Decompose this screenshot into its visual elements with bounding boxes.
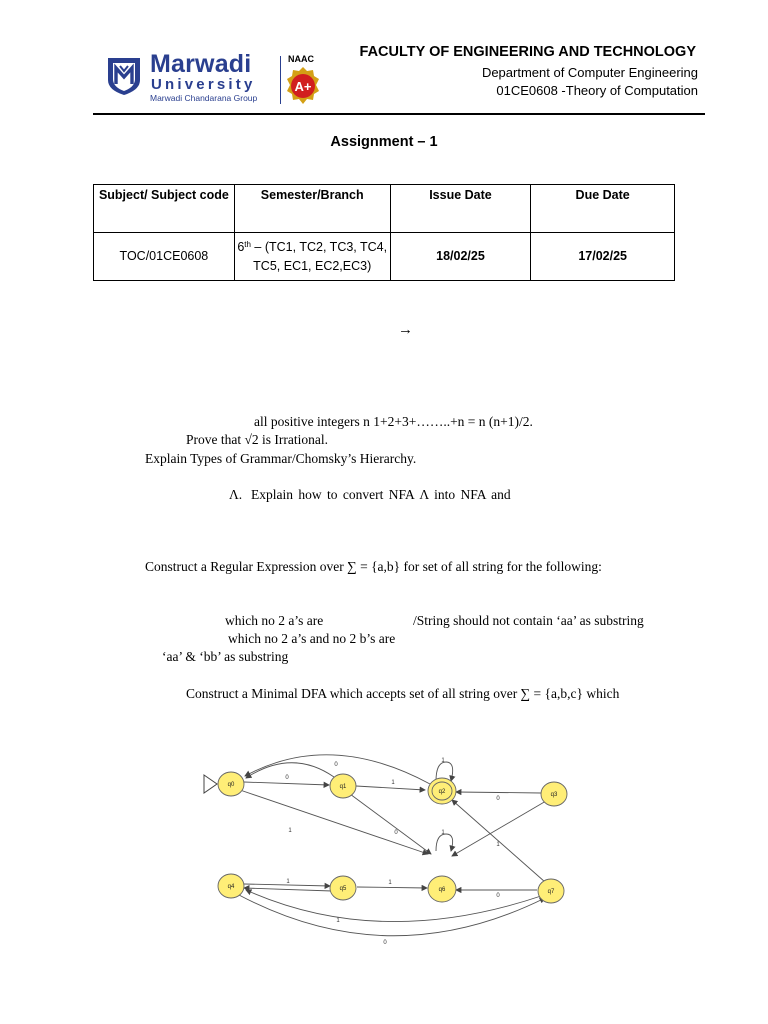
assignment-title: Assignment – 1 bbox=[330, 134, 438, 150]
question-line-no-aa-bb: which no 2 a’s and no 2 b’s are bbox=[228, 631, 396, 646]
state-label-q2: q2 bbox=[438, 789, 446, 795]
question-line-aa-bb-substring: ‘aa’ & ‘bb’ as substring bbox=[162, 649, 289, 664]
edge-label-q7-q4: 1 bbox=[336, 918, 340, 924]
naac-badge-icon bbox=[286, 66, 320, 106]
edge-label-q1-q6: 0 bbox=[394, 830, 398, 836]
edge-label-q3-q2: 0 bbox=[496, 796, 500, 802]
header-due-date: Due Date bbox=[531, 185, 675, 233]
edge-q5-q4 bbox=[244, 888, 332, 891]
question-line-lambda-symbol: Λ. bbox=[229, 487, 243, 502]
question-line-no-aa: which no 2 a’s are bbox=[225, 613, 324, 628]
edge-q0-q1 bbox=[244, 782, 329, 785]
question-line-grammar: Explain Types of Grammar/Chomsky’s Hierarchy. bbox=[145, 451, 417, 466]
edge-label-q2-q0: 0 bbox=[334, 762, 338, 768]
edge-q1-q0 bbox=[246, 763, 334, 778]
question-line-minimal-dfa: Construct a Minimal DFA which accepts set of all string over ∑ = {a,b,c} which bbox=[186, 686, 620, 701]
naac-label: NAAC bbox=[288, 54, 314, 64]
header-semester: Semester/Branch bbox=[234, 185, 390, 233]
dfa-diagram bbox=[196, 750, 588, 950]
cell-semester bbox=[234, 233, 390, 281]
edge-q1-q6 bbox=[350, 794, 431, 854]
edge-label-q2-self: 1 bbox=[441, 758, 445, 764]
state-label-q5: q5 bbox=[339, 886, 347, 892]
edge-label-q4-q5: 1 bbox=[286, 879, 290, 885]
question-line-regex: Construct a Regular Expression over ∑ = {a,b} for set of all string for the following: bbox=[145, 559, 602, 574]
table-row bbox=[94, 233, 675, 281]
semester-number: 6 bbox=[237, 239, 245, 254]
edge-label-q0-q6: 1 bbox=[288, 828, 292, 834]
edge-q5-q6 bbox=[357, 887, 427, 888]
header-rule bbox=[93, 113, 705, 115]
state-label-q3: q3 bbox=[550, 792, 558, 798]
naac-grade: A+ bbox=[294, 79, 312, 94]
edge-q1-q2 bbox=[356, 786, 425, 790]
edge-label-q4-q7: 0 bbox=[383, 940, 387, 946]
question-line-irrational: Prove that √2 is Irrational. bbox=[186, 432, 329, 447]
question-line-nfa: Explain how to convert NFA Λ into NFA and bbox=[251, 487, 511, 502]
arrow-icon: → bbox=[398, 321, 413, 338]
edge-q4-q7 bbox=[239, 895, 545, 936]
edge-label-q3-q6: 1 bbox=[496, 842, 500, 848]
brand-name: Marwadi bbox=[150, 50, 252, 78]
cell-due-date: 17/02/25 bbox=[531, 233, 675, 281]
start-arrow-icon bbox=[204, 775, 217, 793]
department-heading: Department of Computer Engineering bbox=[481, 65, 698, 80]
edge-label-q1-q2: 1 bbox=[391, 780, 395, 786]
state-label-q0: q0 bbox=[227, 782, 235, 788]
header-subject: Subject/ Subject code bbox=[94, 185, 235, 233]
edge-q6-self bbox=[436, 834, 453, 851]
state-label-q7: q7 bbox=[547, 889, 555, 895]
faculty-heading: FACULTY OF ENGINEERING AND TECHNOLOGY bbox=[359, 44, 696, 60]
edge-label-q7-q6: 0 bbox=[496, 893, 500, 899]
edge-label-q0-q1: 0 bbox=[285, 775, 289, 781]
semester-line-1: – (TC1, TC2, TC3, TC4, bbox=[250, 239, 388, 254]
state-label-q6: q6 bbox=[438, 887, 446, 893]
course-heading: 01CE0608 -Theory of Computation bbox=[496, 83, 698, 98]
semester-suffix: th bbox=[244, 239, 251, 249]
edge-label-q6-self: 1 bbox=[441, 830, 445, 836]
question-line-no-aa-substring: /String should not contain ‘aa’ as substring bbox=[413, 613, 644, 628]
edge-q0-q6 bbox=[240, 790, 428, 854]
brand-group: Marwadi Chandarana Group bbox=[150, 93, 258, 103]
edge-label-q5-q6: 1 bbox=[388, 880, 392, 886]
edge-q3-q2 bbox=[456, 792, 541, 793]
university-shield-icon bbox=[106, 56, 142, 96]
cell-subject: TOC/01CE0608 bbox=[94, 233, 235, 281]
edge-q7-q2 bbox=[452, 800, 545, 882]
state-label-q4: q4 bbox=[227, 884, 235, 890]
logo-divider bbox=[280, 56, 281, 104]
state-label-q1: q1 bbox=[339, 784, 347, 790]
semester-line-2: TC5, EC1, EC2,EC3) bbox=[253, 258, 372, 273]
header-issue-date: Issue Date bbox=[390, 185, 531, 233]
table-header-row bbox=[94, 185, 675, 233]
brand-sub: University bbox=[151, 76, 256, 93]
question-line-induction: all positive integers n 1+2+3+……..+n = n (n+1)/2. bbox=[254, 414, 533, 429]
assignment-info-table bbox=[93, 184, 675, 281]
cell-issue-date: 18/02/25 bbox=[390, 233, 531, 281]
